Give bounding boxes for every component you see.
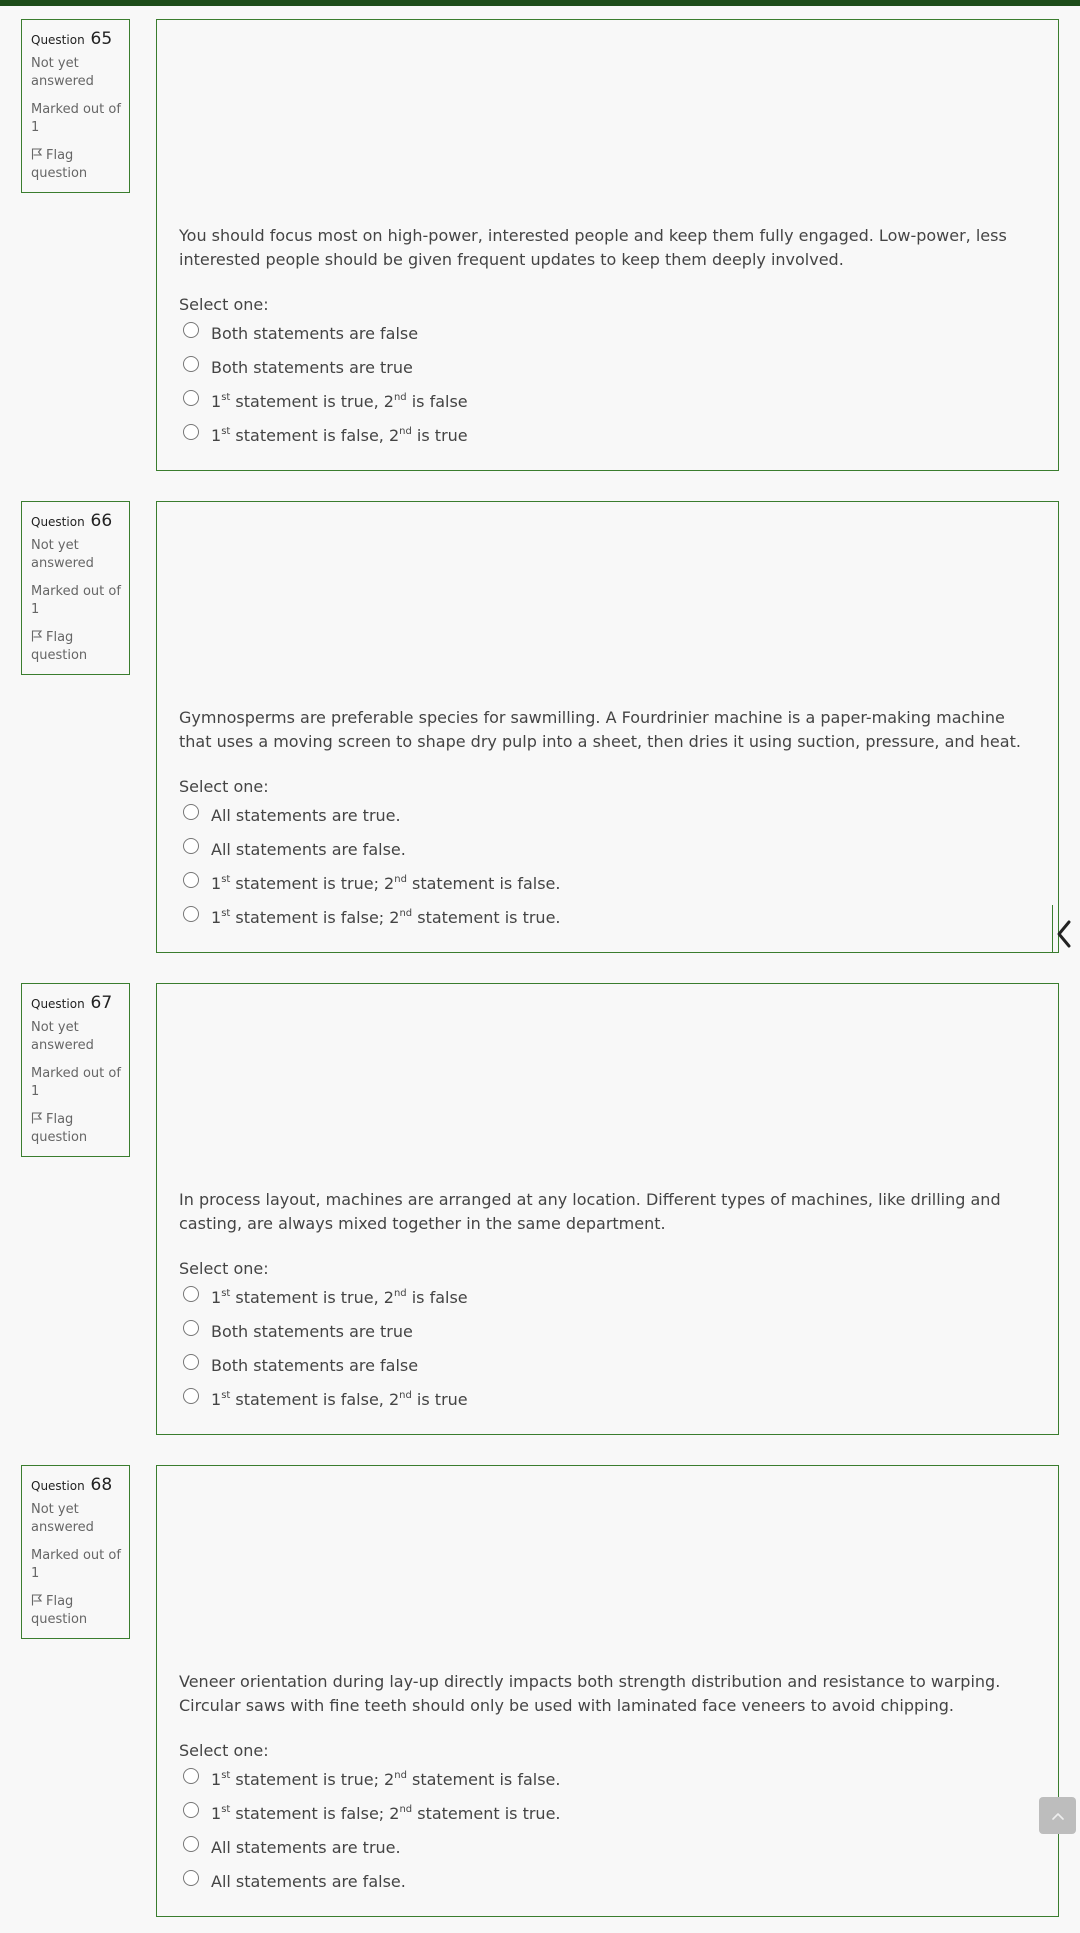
flag-icon [31,1112,43,1124]
answer-option[interactable] [183,321,468,355]
radio-button[interactable] [183,390,199,406]
answer-option[interactable] [183,871,561,905]
question-content-67 [156,983,1059,1435]
radio-button[interactable] [183,1320,199,1336]
answer-option[interactable] [183,1387,468,1421]
answer-option[interactable] [183,803,561,837]
select-prompt: Select one: [179,295,269,314]
radio-button[interactable] [183,906,199,922]
answer-label: Both statements are false [211,1356,419,1375]
answer-option[interactable] [183,1869,561,1903]
question-grade: Marked out of 1 [31,1066,121,1099]
answer-label: 1st statement is true; 2nd statement is false. [211,1769,561,1789]
answer-label: 1st statement is false; 2nd statement is true. [211,907,561,927]
flag-icon [31,630,43,642]
radio-button[interactable] [183,1870,199,1886]
question-grade: Marked out of 1 [31,584,121,617]
chevron-left-icon [1052,916,1076,952]
question-text: Gymnosperms are preferable species for sawmilling. A Fourdrinier machine is a paper-making machine that uses a moving screen to shape dry pulp into a sheet, then dries it using suction, pressure, and heat. [179,708,1021,751]
flag-question-link[interactable]: Flag question [31,1112,88,1145]
flag-question-link[interactable]: Flag question [31,630,88,663]
question-number: Question 68 [31,1475,113,1495]
question-content-66 [156,501,1059,953]
radio-button[interactable] [183,1354,199,1370]
answer-label: Both statements are true [211,358,413,377]
answer-label: All statements are false. [211,1872,406,1891]
radio-button[interactable] [183,1768,199,1784]
answer-list [183,803,561,939]
answer-label: Both statements are true [211,1322,413,1341]
select-prompt: Select one: [179,1259,269,1278]
answer-label: 1st statement is false; 2nd statement is true. [211,1803,561,1823]
answer-label: 1st statement is false, 2nd is true [211,1389,468,1409]
question-text: In process layout, machines are arranged at any location. Different types of machines, like drilling and casting, are always mixed together in the same department. [179,1190,1001,1233]
answer-option[interactable] [183,837,561,871]
radio-button[interactable] [183,322,199,338]
back-to-top-button[interactable] [1039,1797,1076,1834]
select-prompt: Select one: [179,777,269,796]
radio-button[interactable] [183,1388,199,1404]
flag-question-link[interactable]: Flag question [31,1594,88,1627]
select-prompt: Select one: [179,1741,269,1760]
answer-option[interactable] [183,355,468,389]
flag-icon [31,1594,43,1606]
question-state: Not yet answered [31,538,94,571]
answer-option[interactable] [183,1319,468,1353]
answer-option[interactable] [183,423,468,457]
answer-label: 1st statement is true, 2nd is false [211,1287,468,1307]
answer-label: All statements are false. [211,840,406,859]
radio-button[interactable] [183,356,199,372]
answer-option[interactable] [183,1801,561,1835]
answer-label: Both statements are false [211,324,419,343]
question-number: Question 65 [31,29,113,49]
flag-question-link[interactable]: Flag question [31,148,88,181]
question-content-68 [156,1465,1059,1917]
answer-option[interactable] [183,1767,561,1801]
flag-icon [31,148,43,160]
question-grade: Marked out of 1 [31,102,121,135]
question-text: Veneer orientation during lay-up directly impacts both strength distribution and resistance to warping. Circular saws with fine teeth should only be used with laminated face veneers to avoid chipping. [179,1672,1001,1715]
answer-list [183,321,468,457]
answer-option[interactable] [183,1285,468,1319]
answer-option[interactable] [183,389,468,423]
question-text: You should focus most on high-power, interested people and keep them fully engaged. Low-power, less interested people should be given frequent updates to keep them deeply involved. [179,226,1007,269]
answer-label: 1st statement is true; 2nd statement is false. [211,873,561,893]
question-number: Question 66 [31,511,113,531]
question-state: Not yet answered [31,1020,94,1053]
radio-button[interactable] [183,1836,199,1852]
answer-label: All statements are true. [211,1838,401,1857]
answer-label: 1st statement is false, 2nd is true [211,425,468,445]
question-info-67 [21,983,130,1157]
radio-button[interactable] [183,838,199,854]
answer-list [183,1285,468,1421]
answer-option[interactable] [183,905,561,939]
chevron-up-icon [1051,1811,1065,1821]
answer-label: 1st statement is true, 2nd is false [211,391,468,411]
radio-button[interactable] [183,424,199,440]
top-banner [0,0,1080,6]
question-info-68 [21,1465,130,1639]
radio-button[interactable] [183,804,199,820]
question-grade: Marked out of 1 [31,1548,121,1581]
question-info-66 [21,501,130,675]
radio-button[interactable] [183,1802,199,1818]
drawer-toggle-button[interactable] [1052,916,1076,952]
question-state: Not yet answered [31,1502,94,1535]
radio-button[interactable] [183,872,199,888]
answer-option[interactable] [183,1835,561,1869]
question-state: Not yet answered [31,56,94,89]
question-number: Question 67 [31,993,113,1013]
answer-option[interactable] [183,1353,468,1387]
question-content-65 [156,19,1059,471]
question-info-65 [21,19,130,193]
radio-button[interactable] [183,1286,199,1302]
answer-label: All statements are true. [211,806,401,825]
answer-list [183,1767,561,1903]
